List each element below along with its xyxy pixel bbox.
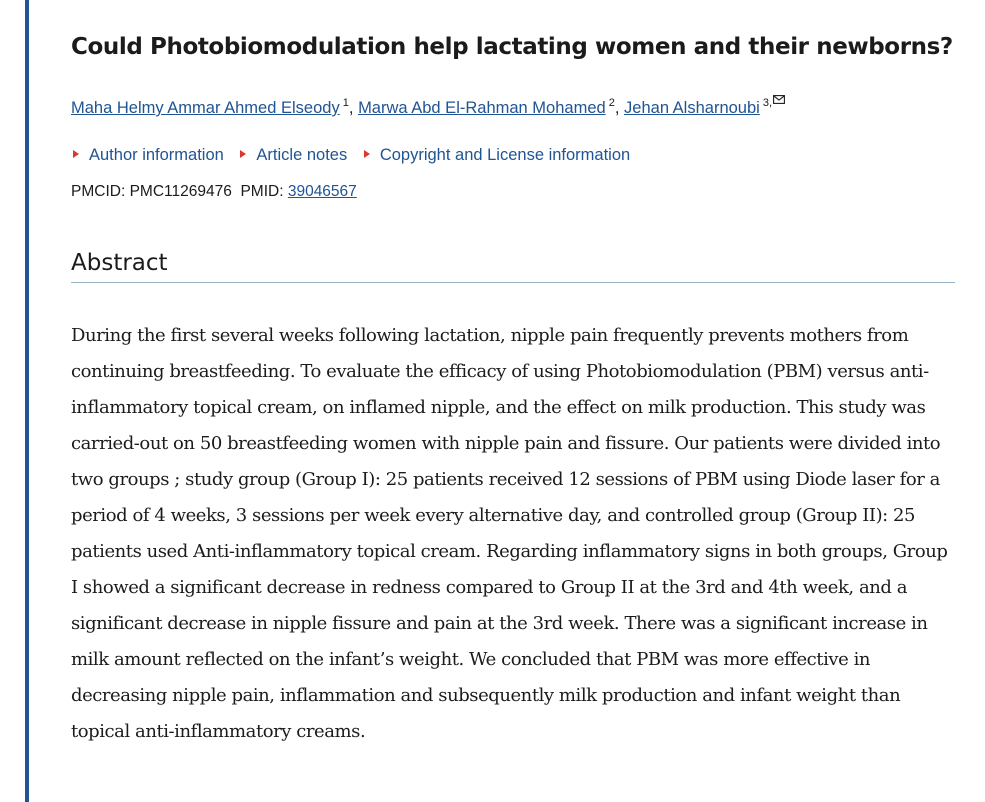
article-notes-toggle[interactable]	[240, 146, 347, 165]
pmcid-value: PMC11269476	[129, 183, 232, 200]
author-affiliation-1: 1	[342, 97, 349, 109]
triangle-right-icon	[240, 150, 246, 158]
article-notes-label: Article notes	[256, 146, 348, 164]
article-notes-row	[73, 146, 642, 165]
author-link-1[interactable]: Maha Helmy Ammar Ahmed Elseody	[71, 99, 340, 117]
author-affiliation-3: 3,	[762, 97, 773, 109]
copyright-license-label: Copyright and License information	[379, 146, 631, 164]
author-separator: ,	[348, 99, 359, 117]
copyright-license-toggle[interactable]	[364, 146, 630, 165]
triangle-right-icon	[73, 150, 79, 158]
author-list	[71, 90, 785, 118]
article-ids	[71, 183, 357, 201]
abstract-text: During the first several weeks following lactation, nipple pain frequently prevents mothers from continuing breastfeeding. To evaluate the efficacy of using Photobiomodulation (PBM) versus anti-inflammatory topical cream, on inflamed nipple, and the effect on milk production. This study was carried-out on 50 breastfeeding women with nipple pain and fissure. Our patients were divided into two groups ; study group (Group I): 25 patients received 12 sessions of PBM using Diode laser for a period of 4 weeks, 3 sessions per week every alternative day, and controlled group (Group II): 25 patients used Anti-inflammatory topical cream. Regarding inflammatory signs in both groups, Group I showed a significant decrease in redness compared to Group II at the 3rd and 4th week, and a significant decrease in nipple fissure and pain at the 3rd week. There was a significant increase in milk amount reflected on the infant’s weight. We concluded that PBM was more effective in decreasing nipple pain, inflammation and subsequently milk production and infant weight than topical anti-inflammatory creams.	[71, 325, 948, 742]
author-separator: ,	[614, 99, 625, 117]
author-information-label: Author information	[89, 146, 224, 164]
pmid-link[interactable]: 39046567	[287, 183, 357, 200]
left-accent-bar	[25, 0, 29, 802]
abstract-heading: Abstract	[71, 250, 168, 276]
pmcid-label: PMCID:	[71, 183, 130, 200]
pmid-label: PMID:	[240, 183, 288, 200]
article-title: Could Photobiomodulation help lactating women and their newborns?	[71, 34, 953, 60]
author-link-2[interactable]: Marwa Abd El-Rahman Mohamed	[358, 99, 606, 117]
author-information-toggle[interactable]	[73, 146, 224, 165]
envelope-icon[interactable]	[773, 90, 785, 109]
author-affiliation-2: 2	[608, 97, 615, 109]
author-link-3[interactable]: Jehan Alsharnoubi	[624, 99, 760, 117]
abstract-divider	[71, 282, 955, 283]
triangle-right-icon	[364, 150, 370, 158]
